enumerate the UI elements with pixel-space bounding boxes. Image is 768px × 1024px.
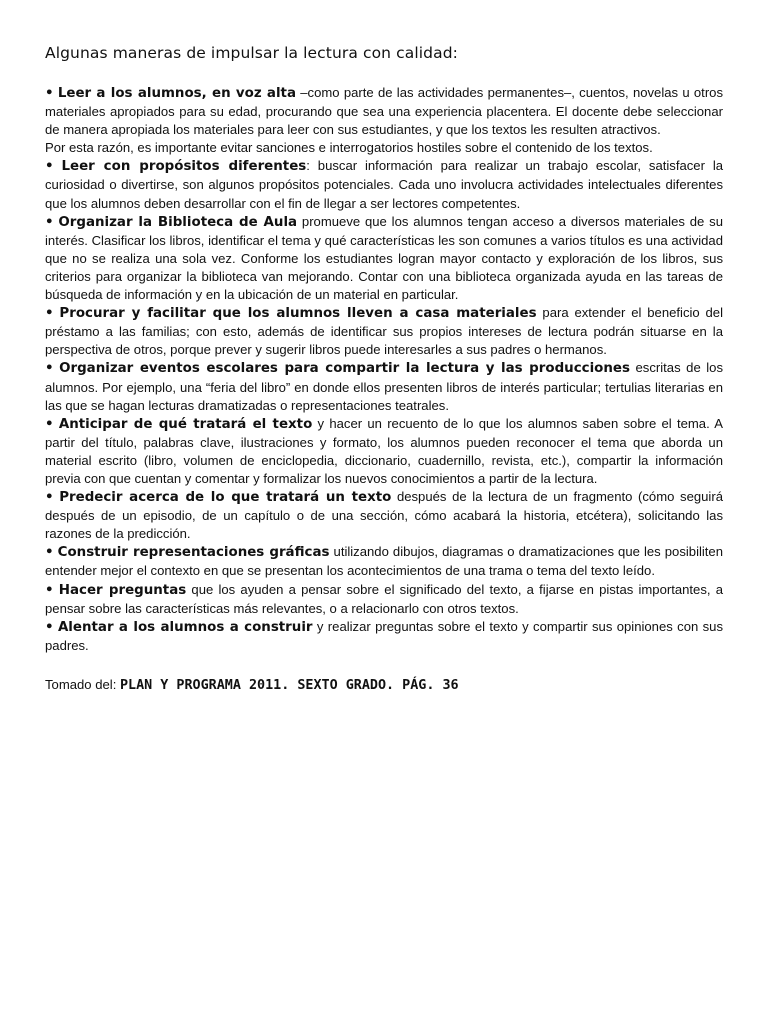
list-item-bullet: • [45,86,54,101]
list-item-text: Por esta razón, es importante evitar sanciones e interrogatorios hostiles sobre el contenido de los textos. [45,140,653,156]
list-item-text: : buscar información para realizar un trabajo escolar, satisfacer la curiosidad o divertirse, son algunos propósitos potenciales. Cada uno involucra actividades intelectuales diferentes que los alumnos deben desarrollar con el fin de llegar a ser lectores competentes. [45,158,724,211]
list-item [45,581,723,618]
list-item-text: y hacer un recuento de lo que los alumnos saben sobre el tema. A partir del título, palabras clave, ilustraciones y formato, los alumnos pueden reconocer el tema que aborda un material escrito (libro, volumen de enciclopedia, diccionario, cuadernillo, revista, etc.), compartir la información previa con que cuentan y comentar y formalizar los nuevos conocimientos a partir de la lectura. [45,415,723,486]
bullet-list [45,84,723,655]
list-item-text: –como parte de las actividades permanentes–, cuentos, novelas u otros materiales apropiados para su edad, procurando que sea una experiencia placentera. El docente debe seleccionar de manera apropiada los materiales para leer con sus estudiantes, y que los textos les resulten atractivos. [45,85,724,138]
list-item-text: para extender el beneficio del préstamo a las familias; con esto, además de identificar sus propios intereses de lectura podrán situarse en la perspectiva de otros, porque prever y sugerir libros puede interesarles a sus padres o hermanos. [45,305,724,358]
list-item-lead: Anticipar de qué tratará el texto [58,416,313,432]
list-item [45,618,723,655]
source-label: Tomado del: [45,676,120,692]
list-item [45,157,723,212]
list-item-lead: Organizar la Biblioteca de Aula [58,214,298,230]
list-item-bullet: • [45,582,54,598]
list-item [45,139,723,157]
list-item-text: y realizar preguntas sobre el texto y compartir sus opiniones con sus padres. [45,618,724,653]
list-item-text: utilizando dibujos, diagramas o dramatizaciones que les posibiliten entender mejor el contexto en que se presentan los acontecimientos de una trama o tema del texto leído. [45,544,723,579]
source-citation [45,677,723,693]
list-item-bullet: • [45,214,54,230]
list-item [45,415,723,488]
list-item [45,304,723,359]
list-item-text: promueve que los alumnos tengan acceso a diversos materiales de su interés. Clasificar los libros, identificar el tema y qué características les son comunes a varios títulos es una actividad que no se realiza una sola vez. Conforme los estudiantes logran mayor contacto y exploración de los libros, sus criterios para organizar la biblioteca van mejorando. Contar con una biblioteca organizada ayuda en las tareas de búsqueda de información y en la ubicación de un material en particular. [45,213,723,303]
list-item-lead: Hacer preguntas [58,582,187,598]
list-item [45,84,723,139]
source-reference: PLAN Y PROGRAMA 2011. SEXTO GRADO. PÁG. 36 [119,677,459,693]
list-item-bullet: • [45,545,54,561]
list-item-bullet: • [45,416,54,432]
list-item-lead: Leer a los alumnos, en voz alta [57,86,296,101]
list-item [45,488,723,543]
list-item-bullet: • [45,159,54,175]
list-item [45,359,723,414]
list-item-lead: Construir representaciones gráficas [57,545,330,561]
list-item [45,543,723,580]
list-item-text: que los ayuden a pensar sobre el significado del texto, a fijarse en pistas importantes, a pensar sobre las características más relevantes, o a relacionarlo con otros textos. [45,581,724,616]
list-item-lead: Procurar y facilitar que los alumnos lleven a casa materiales [59,306,537,322]
document-title: Algunas maneras de impulsar la lectura con calidad: [45,44,458,62]
document-page [45,44,723,693]
list-item [45,213,723,304]
list-item-lead: Leer con propósitos diferentes [61,159,307,175]
list-item-bullet: • [45,490,54,506]
list-item-text: después de la lectura de un fragmento (cómo seguirá después de un episodio, de un capítulo o de una sección, cómo acabará la historia, etcétera), solicitando las razones de la predicción. [45,489,723,542]
list-item-lead: Organizar eventos escolares para compartir la lectura y las producciones [59,361,630,377]
list-item-bullet: • [45,306,54,322]
list-item-bullet: • [45,619,54,635]
list-item-lead: Predecir acerca de lo que tratará un texto [59,490,392,506]
list-item-text: escritas de los alumnos. Por ejemplo, una “feria del libro” en donde ellos presenten libros de interés particular; tertulias literarias en las que se hagan lecturas dramatizadas o representaciones teatrales. [45,360,724,413]
list-item-bullet: • [45,361,54,377]
list-item-lead: Alentar a los alumnos a construir [57,619,313,635]
